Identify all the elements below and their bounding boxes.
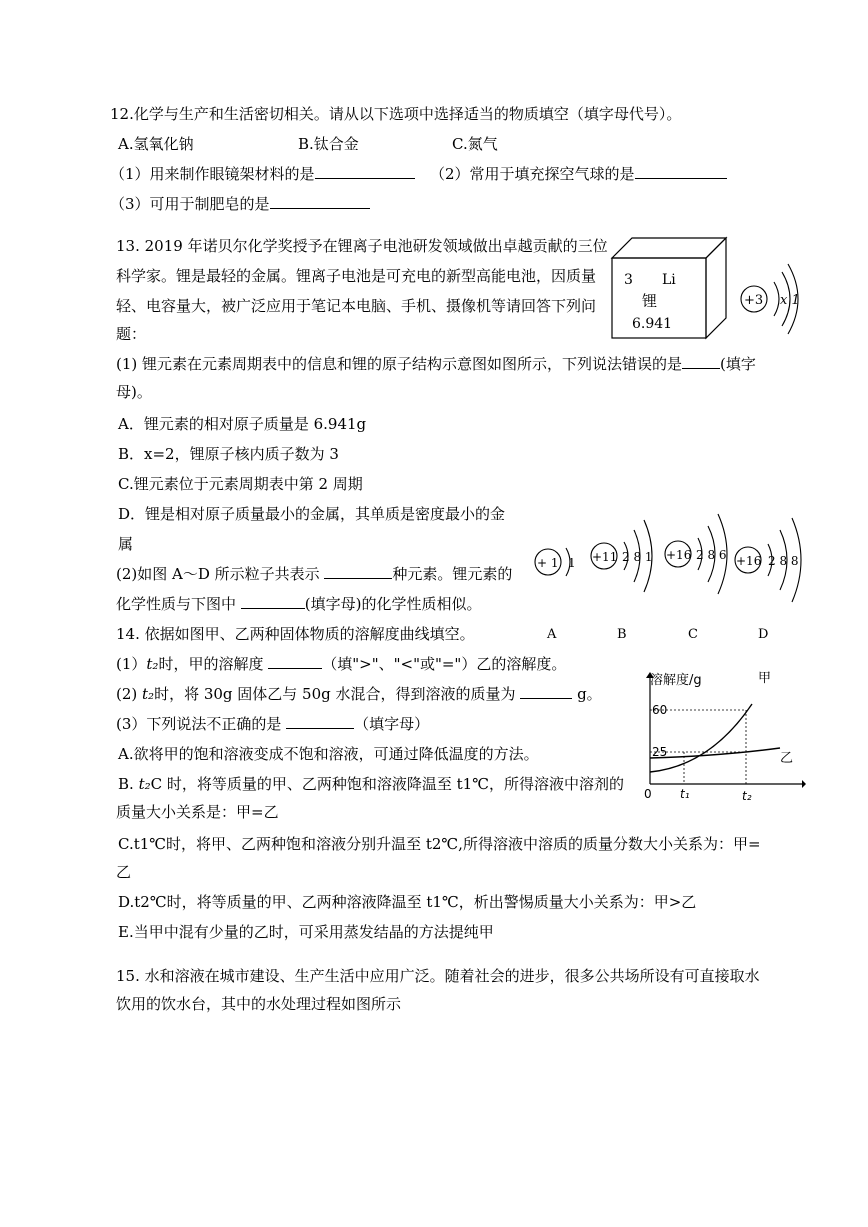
nucleus-charge: +16 xyxy=(736,554,762,568)
temperature-symbol: t₂ xyxy=(138,775,151,793)
shell-electrons: x 1 xyxy=(780,293,800,308)
q12-sub3 xyxy=(110,194,370,214)
q12-option-c: C.氮气 xyxy=(452,135,498,153)
q13-part1-line2: 母)。 xyxy=(116,383,152,401)
particles-a-d-diagram xyxy=(528,508,838,620)
q13-stem-line3: 轻、电容量大，被广泛应用于笔记本电脑、手机、摄像机等请回答下列问 xyxy=(116,297,597,315)
q13-part2-line2-suffix: (填字母)的化学性质相似。 xyxy=(304,595,482,613)
q14-option-e: E.当甲中混有少量的乙时，可采用蒸发结晶的方法提纯甲 xyxy=(118,923,494,941)
q14-part1-text: 时，甲的溶解度 xyxy=(158,655,269,673)
q14-option-b-prefix: B. xyxy=(118,775,139,793)
q15-line1: 15. 水和溶液在城市建设、生产生活中应用广泛。随着社会的进步，很多公共场所设有可直接取水 xyxy=(116,967,760,985)
q12-sub2-text: （2）常用于填充探空气球的是 xyxy=(430,165,635,183)
q14-part1-prefix: (1） xyxy=(116,655,147,673)
q14-part3-text: (3）下列说法不正确的是 xyxy=(116,715,287,733)
shell-electrons: 2 8 1 xyxy=(622,550,653,564)
q14-part2-prefix: (2) xyxy=(116,685,143,703)
q13-part2-line2-text: 化学性质与下图中 xyxy=(116,595,241,613)
q12-sub1-text: （1）用来制作眼镜架材料的是 xyxy=(110,165,315,183)
answer-blank[interactable] xyxy=(270,194,370,209)
particle-b xyxy=(591,520,653,592)
answer-blank[interactable] xyxy=(682,354,720,369)
q13-part2-text: (2)如图 A～D 所示粒子共表示 xyxy=(116,565,325,583)
q14-part2-text: 时，将 30g 固体乙与 50g 水混合，得到溶液的质量为 xyxy=(154,685,521,703)
q13-option-a: A．锂元素的相对原子质量是 6.941g xyxy=(118,415,367,433)
particle-label-c: C xyxy=(688,627,698,642)
particle-c xyxy=(665,514,727,594)
element-cell-figure xyxy=(610,236,730,340)
q14-part2 xyxy=(116,684,602,704)
q14-option-b-text: C 时，将等质量的甲、乙两种饱和溶液降温至 t1℃，所得溶液中溶剂的 xyxy=(150,775,624,793)
q13-stem-line2: 科学家。锂是最轻的金属。锂离子电池是可充电的新型高能电池，因质量 xyxy=(116,267,597,285)
q14-option-a: A.欲将甲的饱和溶液变成不饱和溶液，可通过降低温度的方法。 xyxy=(118,745,539,763)
temperature-symbol: t₂ xyxy=(146,655,159,673)
answer-blank[interactable] xyxy=(315,164,415,179)
x-tick-label: t₁ xyxy=(680,787,690,801)
x-tick-label: t₂ xyxy=(742,789,752,803)
q14-option-c-line1: C.t1℃时，将甲、乙两种饱和溶液分别升温至 t2℃,所得溶液中溶质的质量分数大小关系为：甲= xyxy=(118,835,761,853)
x-tick-label: 0 xyxy=(644,787,652,801)
shell-electrons: 2 8 6 xyxy=(696,548,727,562)
y-tick-label: 25 xyxy=(652,745,668,759)
q13-option-d-line2: 属 xyxy=(118,535,134,553)
solubility-curve-chart xyxy=(640,668,806,804)
lithium-atom-diagram xyxy=(738,262,808,336)
particle-label-b: B xyxy=(617,627,627,642)
q12-option-a: A.氢氧化钠 xyxy=(118,135,194,153)
atomic-number: 3 xyxy=(624,272,633,288)
answer-blank[interactable] xyxy=(635,164,727,179)
q14-part1 xyxy=(116,654,566,674)
q14-part3 xyxy=(116,714,429,734)
q14-stem: 14. 依据如图甲、乙两种固体物质的溶解度曲线填空。 xyxy=(116,625,475,643)
q13-part2-line1 xyxy=(116,564,512,584)
q12-sub1 xyxy=(110,164,415,184)
q13-part2-suffix: 种元素。锂元素的 xyxy=(392,565,513,583)
q14-part2-suffix: g。 xyxy=(572,685,602,703)
q14-option-b-line2: 质量大小关系是：甲=乙 xyxy=(116,803,279,821)
particle-d xyxy=(735,518,801,602)
shell-electrons: 1 xyxy=(568,556,576,570)
electron-shell-arc xyxy=(774,282,779,316)
nucleus-charge: + 1 xyxy=(537,556,559,570)
q13-stem-line4: 题： xyxy=(116,325,147,343)
particle-label-d: D xyxy=(758,627,769,642)
series-yi-curve xyxy=(650,748,780,758)
x-axis-arrow xyxy=(802,780,806,788)
answer-blank[interactable] xyxy=(520,684,572,699)
temperature-symbol: t₂ xyxy=(142,685,155,703)
nucleus-charge: +11 xyxy=(592,550,618,564)
q13-option-c: C.锂元素位于元素周期表中第 2 周期 xyxy=(118,475,363,493)
answer-blank[interactable] xyxy=(286,714,354,729)
q14-option-d: D.t2℃时，将等质量的甲、乙两种溶液降温至 t1℃，析出警惕质量大小关系为：甲>乙 xyxy=(118,893,697,911)
y-tick-label: 60 xyxy=(652,703,668,717)
q12-option-b: B.钛合金 xyxy=(298,135,359,153)
q13-option-b: B．x=2，锂原子核内质子数为 3 xyxy=(118,445,339,463)
element-name: 锂 xyxy=(642,292,658,310)
nucleus-charge: +16 xyxy=(666,548,692,562)
q12-sub2 xyxy=(430,164,727,184)
particle-label-a: A xyxy=(547,627,557,642)
particle-a xyxy=(535,548,576,620)
q13-part1-line1 xyxy=(116,354,756,374)
q14-option-c-line2: 乙 xyxy=(116,863,132,881)
answer-blank[interactable] xyxy=(324,564,392,579)
series-jia-label: 甲 xyxy=(758,671,772,686)
q12-stem: 12.化学与生产和生活密切相关。请从以下选项中选择适当的物质填空（填字母代号）。 xyxy=(110,105,682,123)
q14-option-b-line1 xyxy=(118,774,624,794)
answer-blank[interactable] xyxy=(241,594,305,609)
q14-part3-suffix: （填字母） xyxy=(354,715,430,733)
atomic-mass: 6.941 xyxy=(632,316,673,332)
q15-line2: 饮用的饮水台，其中的水处理过程如图所示 xyxy=(116,995,402,1013)
q13-option-d-line1: D．锂是相对原子质量最小的金属，其单质是密度最小的金 xyxy=(118,505,506,523)
q13-stem-line1: 13. 2019 年诺贝尔化学奖授予在锂离子电池研发领域做出卓越贡献的三位 xyxy=(116,237,608,255)
q14-part1-suffix: （填">"、"<"或"="）乙的溶解度。 xyxy=(322,655,567,673)
answer-blank[interactable] xyxy=(268,654,322,669)
q12-sub3-text: （3）可用于制肥皂的是 xyxy=(110,195,270,213)
y-axis-label: 溶解度/g xyxy=(650,673,702,688)
q13-part1-suffix: (填字 xyxy=(720,355,756,373)
cell-side-face xyxy=(706,238,726,338)
shell-electrons: 2 8 8 xyxy=(768,554,799,568)
nucleus-charge: +3 xyxy=(744,293,764,308)
element-symbol: Li xyxy=(662,272,676,288)
q13-part2-line2 xyxy=(116,594,482,614)
q13-part1-text: (1) 锂元素在元素周期表中的信息和锂的原子结构示意图如图所示，下列说法错误的是 xyxy=(116,355,683,373)
series-yi-label: 乙 xyxy=(780,751,794,766)
